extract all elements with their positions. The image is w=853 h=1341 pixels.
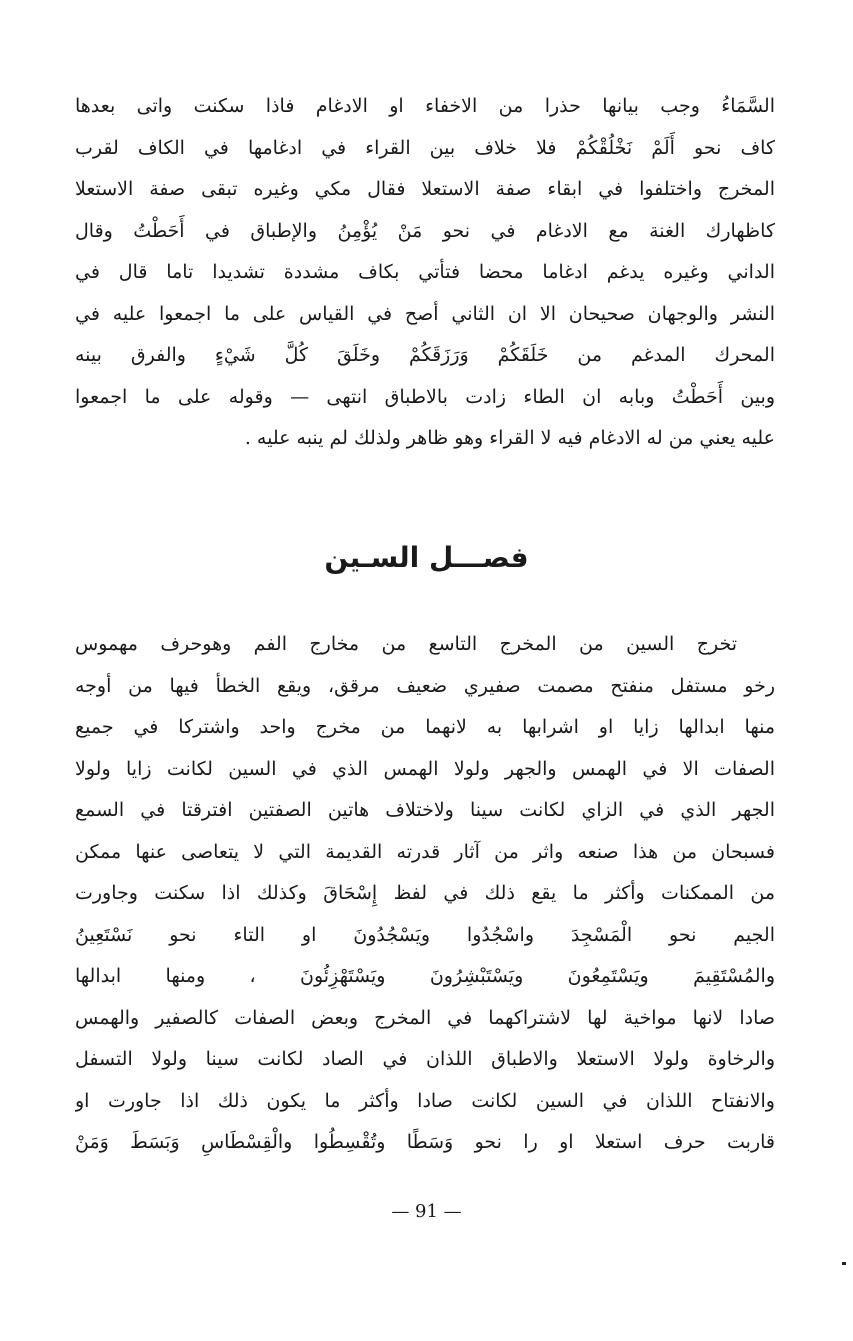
page-number: — 91 —	[391, 1201, 462, 1222]
text-line: وبين أَحَطْتُ وبابه ان الطاء زادت بالاطباق انتهى — وقوله على ما اجمعوا	[75, 385, 775, 408]
text-line: والرخاوة ولولا الاستعلا والاطباق اللذان في الصاد لكانت سينا ولولا التسفل	[75, 1048, 775, 1070]
text-line: فسبحان من هذا صنعه واثر من آثار قدرته القديمة التي لا يتعاصى عنها ممكن	[75, 840, 775, 863]
text-line: من الممكنات وأكثر ما يقع ذلك في لفظ إِسْحَاقَ وكذلك اذا سكنت وجاورت	[75, 882, 775, 904]
text-line: الصفات الا في الهمس والجهر ولولا الهمس الذي في السين لكانت زايا ولولا	[75, 757, 775, 780]
text-line: الداني وغيره يدغم ادغاما محضا فتأتي بكاف مشددة تشديدا تاما قال في	[75, 261, 775, 283]
text-line: الجهر الذي في الزاي لكانت سينا ولاختلاف هاتين الصفتين افترقتا في السمع	[75, 799, 775, 821]
text-line: عليه يعني من له الادغام فيه لا القراء وهو ظاهر ولذلك لم ينبه عليه .	[244, 427, 775, 449]
text-line: تخرج السين من المخرج التاسع من مخارج الفم وهوحرف مهموس	[75, 633, 737, 655]
text-line: صادا لانها مواخية لها لاشتراكهما في المخرج وبعض الصفات كالصفير والهمس	[75, 1006, 775, 1029]
text-line: النشر والوجهان صحيحان الا ان الثاني أصح في القياس على ما اجمعوا عليه في	[75, 302, 775, 325]
text-line: الجيم نحو الْمَسْجِدَ واسْجُدُوا ويَسْجُدُونَ او التاء نحو نَسْتَعِينُ	[75, 923, 775, 946]
text-line: منها ابدالها زايا او اشرابها به لانهما من مخرج واحد واشتركا في جميع	[75, 716, 775, 738]
text-line: كاظهارك الغنة مع الادغام في نحو مَنْ يُؤْمِنُ والإطباق في أَحَطْتُ وقال	[75, 219, 775, 242]
paragraph-seen	[75, 624, 775, 1164]
section-heading: فصـــل السـين	[324, 541, 529, 574]
text-line: والانفتاح اللذان في السين لكانت صادا وأكثر ما يكون ذلك اذا جاورت او	[75, 1089, 775, 1112]
paragraph-continued	[75, 86, 775, 460]
text-line: والمُسْتَقِيمَ ويَسْتَمِعُونَ ويَسْتَبْشِرُونَ ويَسْتَهْزِئُونَ ، ومنها ابدالها	[75, 965, 775, 987]
text-line: السَّمَاءُ وجب بيانها حذرا من الاخفاء او الادغام فاذا سكنت واتى بعدها	[75, 95, 775, 117]
text-line: رخو مستفل منفتح مصمت صفيري ضعيف مرقق، ويقع الخطأ فيها من أوجه	[75, 674, 775, 697]
scan-speck	[842, 1262, 846, 1265]
text-line: المحرك المدغم من خَلَقَكُمْ وَرَزَقَكُمْ وخَلَقَ كُلَّ شَيْءٍ والفرق بينه	[75, 344, 775, 366]
text-line: كاف نحو أَلَمْ نَخْلُقْكُمْ فلا خلاف بين القراء في ادغامها في الكاف لقرب	[75, 136, 775, 159]
text-line: المخرج واختلفوا في ابقاء صفة الاستعلا فقال مكي وغيره تبقى صفة الاستعلا	[75, 178, 775, 200]
text-line: قاربت حرف استعلا او را نحو وَسَطًا وتُقْسِطُوا والْقِسْطَاسِ وَبَسَطَ وَمَنْ	[75, 1131, 775, 1153]
